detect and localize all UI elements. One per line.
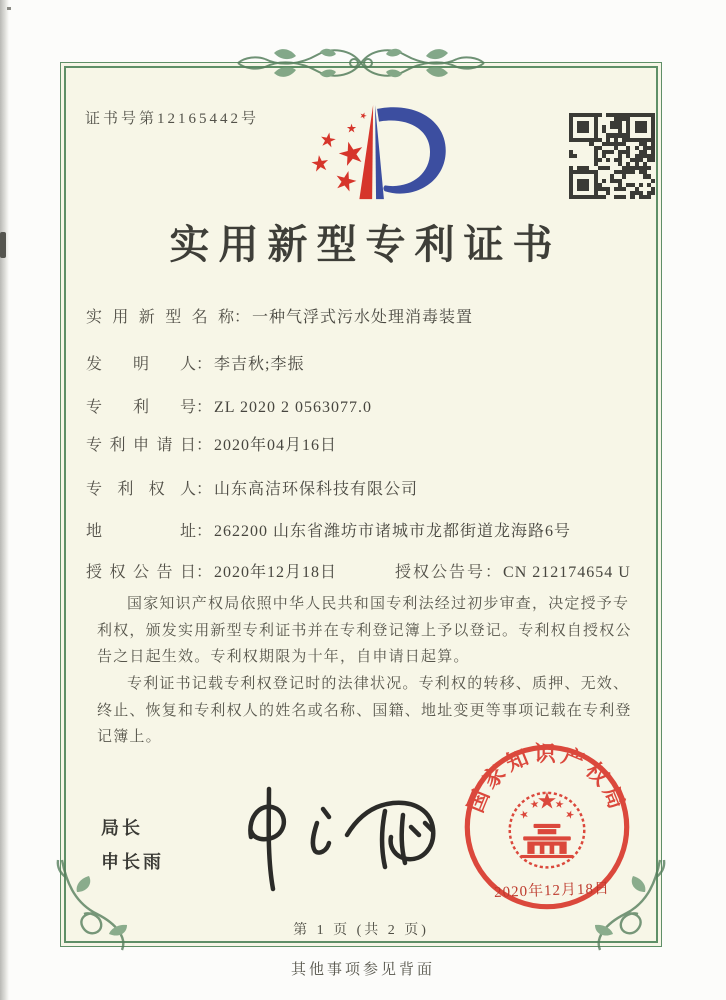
- field-value: 262200 山东省潍坊市诸城市龙都街道龙海路6号: [214, 523, 572, 540]
- legal-paragraph: 国家知识产权局依照中华人民共和国专利法经过初步审查，决定授予专利权，颁发实用新型专利证书并在专利登记簿上予以登记。专利权自授权公告之日起生效。专利权期限为十年，自申请日起算。: [97, 596, 632, 666]
- field-label: 实用新型名称: [86, 309, 234, 326]
- field-colon: ：: [196, 437, 213, 454]
- handwritten-signature: [189, 771, 459, 901]
- field-row-patent-number: [86, 394, 646, 417]
- qr-code: [569, 113, 655, 199]
- top-flourish-ornament: [236, 36, 486, 90]
- scan-edge-shadow: [0, 0, 9, 1000]
- certificate-border-frame: [60, 62, 662, 947]
- field-colon: ：: [196, 356, 213, 373]
- signer-name: 申长雨: [101, 852, 164, 872]
- scan-artifact: [7, 7, 11, 10]
- field-label: 地址: [86, 523, 196, 540]
- field-label: 专利号: [86, 399, 196, 416]
- seal-date: 2020年12月18日: [493, 880, 611, 902]
- field-row-name: [86, 304, 646, 327]
- field-label: 专利申请日: [86, 437, 196, 454]
- field-value: 山东高洁环保科技有限公司: [214, 481, 419, 498]
- legal-text: [97, 591, 637, 751]
- field-label: 发明人: [86, 356, 196, 373]
- certificate-number: 证书号第12165442号: [85, 111, 260, 127]
- field-value: 一种气浮式污水处理消毒装置: [252, 309, 474, 326]
- seal-ring-text: 国家知识产权局: [463, 742, 631, 816]
- certificate-title: 实用新型专利证书: [169, 222, 562, 267]
- field-row-address: [86, 518, 646, 541]
- page-indicator: 第 1 页 (共 2 页): [293, 923, 429, 938]
- field-colon: ：: [196, 523, 213, 540]
- field-colon: ：: [196, 399, 213, 416]
- field-value: 2020年12月18日: [214, 564, 338, 581]
- signer-block: [101, 811, 164, 879]
- field-row-inventor: [86, 351, 646, 374]
- field-value: CN 212174654 U: [503, 564, 631, 581]
- svg-text:国家知识产权局: [464, 742, 631, 816]
- field-row-filing-date: [86, 432, 646, 455]
- back-note: 其他事项参见背面: [290, 962, 435, 978]
- national-emblem: [510, 792, 585, 868]
- cnipa-logo: [299, 103, 459, 206]
- field-colon: ：: [485, 564, 502, 581]
- field-colon: ：: [196, 481, 213, 498]
- field-colon: ：: [234, 309, 251, 326]
- field-row-patentee: [86, 476, 646, 499]
- field-value: ZL 2020 2 0563077.0: [214, 399, 372, 416]
- field-row-grant: [86, 559, 646, 582]
- field-label: 授权公告号: [395, 564, 486, 581]
- scan-artifact: [0, 232, 6, 258]
- field-value: 2020年04月16日: [214, 437, 338, 454]
- legal-paragraph: 专利证书记载专利权登记时的法律状况。专利权的转移、质押、无效、终止、恢复和专利权人的姓名或名称、国籍、地址变更等事项记载在专利登记簿上。: [97, 676, 632, 746]
- signer-title: 局长: [101, 818, 143, 838]
- field-colon: ：: [196, 564, 213, 581]
- field-label: 专利权人: [86, 481, 196, 498]
- field-value: 李吉秋;李振: [214, 356, 305, 373]
- field-label: 授权公告日: [86, 564, 196, 581]
